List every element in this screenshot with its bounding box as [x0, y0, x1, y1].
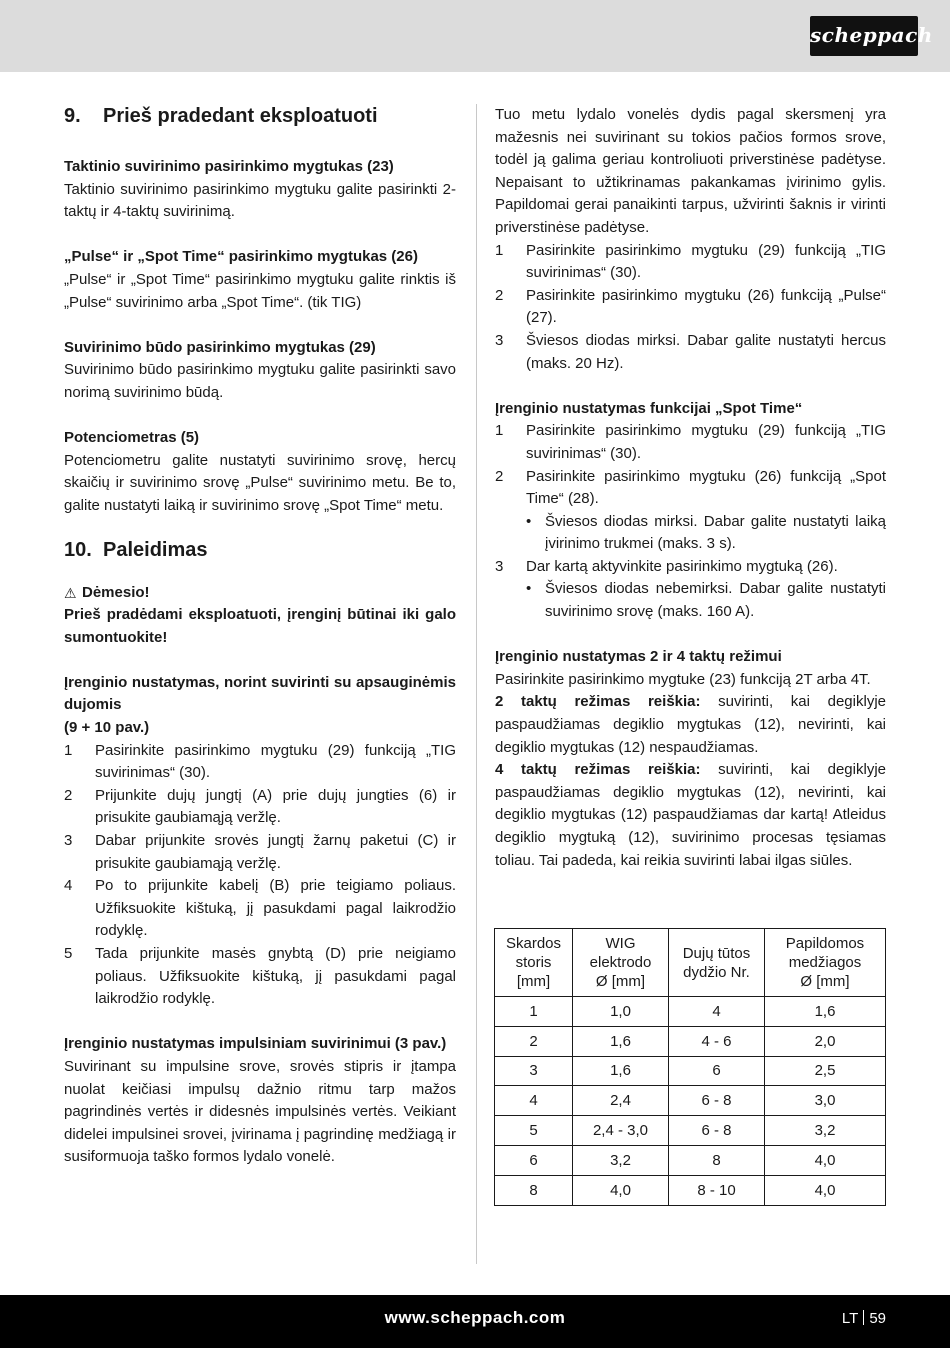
table-header-cell: Dujų tūtos dydžio Nr.: [669, 929, 765, 997]
table-row: 5 2,4 - 3,0 6 - 8 3,2: [495, 1116, 886, 1146]
column-divider: [476, 104, 477, 1264]
table-header-cell: Papildomos medžiagos Ø [mm]: [765, 929, 886, 997]
section-number: 9.: [64, 105, 81, 127]
section-9-heading: [64, 104, 456, 138]
paragraph-subheading: (9 + 10 pav.): [64, 719, 150, 737]
list-item: 2 Prijunkite dujų jungtį (A) prie dujų jungties (6) ir prisukite gaubiamąją veržlę.: [64, 786, 456, 827]
electrode-spec-table: [494, 928, 886, 1206]
list-item: 5 Tada prijunkite masės gnybtą (D) prie neigiamo poliaus. Užfiksuokite kištuką, jį pasukdami pagal laikrodžio rodyklę.: [64, 945, 456, 1008]
paragraph-text: „Pulse“ ir „Spot Time“ pasirinkimo mygtuku galite rinktis iš „Pulse“ suvirinimo arba „Spot Time“. (tik TIG): [64, 270, 456, 311]
paragraph-heading: Įrenginio nustatymas, norint suvirinti su apsauginėmis dujomis: [64, 673, 456, 714]
paragraph-text: Potenciometru galite nustatyti suvirinimo srovę, hercų skaičių ir suvirinimo srovę „Pulse“ suvirinimo metu. Be to, galite nustatyti laiką ir suvirinimo srovę „Spot Time“ metu.: [64, 451, 456, 514]
section-10-heading: [64, 538, 456, 572]
left-column: [64, 104, 456, 1169]
table-row: 2 1,6 4 - 6 2,0: [495, 1026, 886, 1056]
language-code: LT: [841, 1310, 859, 1327]
footer-url-link[interactable]: www.scheppach.com: [384, 1308, 566, 1327]
paragraph-heading: Potenciometras (5): [64, 429, 200, 447]
warning-text: Prieš pradėdami eksploatuoti, įrenginį būtinai iki galo sumontuokite!: [64, 606, 456, 646]
table-header-cell: Skardos storis [mm]: [495, 929, 573, 997]
page-indicator: [842, 1310, 886, 1327]
table-row: 8 4,0 8 - 10 4,0: [495, 1175, 886, 1205]
bullet-item: • Šviesos diodas mirksi. Dabar galite nustatyti laiką įvirinimo trukmei (maks. 3 s).: [526, 512, 886, 553]
brand-logo: [810, 16, 933, 56]
warning-triangle-icon: ⚠: [64, 584, 77, 601]
paragraph-text: Suvirinant su impulsine srove, srovės stipris ir įtampa nuolat keičiasi impulsų dažnio ritmu tarp mažos pagrindinės vertės ir didesnės impulsinės vertės. Veikiant didelei impulsinei srovei, įvirinama į pagrindinę medžiagą ir susiformuoja taško formos lydalo vonelė.: [64, 1057, 456, 1166]
list-item: 1 Pasirinkite pasirinkimo mygtuku (29) funkciją „TIG suvirinimas“ (30).: [64, 741, 456, 782]
page-number: 59: [869, 1310, 886, 1327]
list-item: 4 Po to prijunkite kabelį (B) prie teigiamo poliaus. Užfiksuokite kištuką, jį pasukdami pagal laikrodžio rodyklę.: [64, 877, 456, 940]
separator: [863, 1310, 864, 1325]
paragraph-heading: Įrenginio nustatymas funkcijai „Spot Time“: [495, 399, 803, 417]
list-item: 1 Pasirinkite pasirinkimo mygtuku (29) funkciją „TIG suvirinimas“ (30).: [495, 422, 886, 462]
table-row: 4 2,4 6 - 8 3,0: [495, 1086, 886, 1116]
bullet-item: • Šviesos diodas nebemirksi. Dabar galite nustatyti suvirinimo srovę (maks. 160 A).: [526, 580, 886, 621]
pulse-steps-list: [495, 240, 886, 376]
section-number: 10.: [64, 538, 92, 561]
table-row: 6 3,2 8 4,0: [495, 1145, 886, 1175]
list-item: 3 Dabar prijunkite srovės jungtį žarnų paketui (C) ir prisukite gaubiamąją veržlę.: [64, 832, 456, 872]
paragraph-text: 4 taktų režimas reiškia: suvirinti, kai degiklyje paspaudžiamas degiklio mygtukas (12), nevirinti, kai degiklio mygtukas (12) paspaudžiamas dar kartą! Atleidus degiklio mygtuką (12), suvirinimo procesas tęsiamas toliau. Tai padeda, kai reikia suvirinti labai ilgas siūles.: [495, 761, 886, 869]
section-title: Prieš pradedant eksploatuoti: [103, 105, 378, 127]
paragraph-text: 2 taktų režimas reiškia: suvirinti, kai degiklyje paspaudžiamas degiklio mygtukas (12), nevirinti, kai degiklio mygtukas (12) nespaudžiamas.: [495, 693, 886, 756]
paragraph-text: Pasirinkite pasirinkimo mygtuke (23) funkciją 2T arba 4T.: [495, 670, 871, 688]
table-header-row: [495, 929, 886, 997]
list-item: 3 Dar kartą aktyvinkite pasirinkimo mygtuką (26).: [495, 557, 838, 575]
list-item: 2 Pasirinkite pasirinkimo mygtuku (26) funkciją „Spot Time“ (28).: [495, 467, 886, 508]
paragraph-heading: Suvirinimo būdo pasirinkimo mygtukas (29): [64, 338, 376, 356]
paragraph-heading: Įrenginio nustatymas 2 ir 4 taktų režimui: [495, 648, 782, 666]
header-band: [0, 0, 950, 72]
list-item: 3 Šviesos diodas mirksi. Dabar galite nustatyti hercus (maks. 20 Hz).: [495, 331, 886, 372]
table-header-cell: WIG elektrodo Ø [mm]: [573, 929, 669, 997]
paragraph-text: Suvirinimo būdo pasirinkimo mygtuku galite pasirinkti savo norimą suvirinimo būdą.: [64, 361, 456, 401]
paragraph-text: Tuo metu lydalo vonelės dydis pagal skersmenį yra mažesnis nei suvirinant su tokios pačios formos srove, todėl ją galima geriau kontroliuoti priverstinėse padėtyse. Nepaisant to užtikrinamas pakankamas įvirinimo gylis. Papildomai gerai panaikinti tarpus, užvirinti šaknis ir virinti priverstinėse padėtyse.: [495, 106, 886, 236]
paragraph-heading: „Pulse“ ir „Spot Time“ pasirinkimo mygtukas (26): [64, 248, 418, 266]
paragraph-heading: Taktinio suvirinimo pasirinkimo mygtukas (23): [64, 158, 394, 175]
table-row: 3 1,6 6 2,5: [495, 1056, 886, 1086]
spot-steps-list: [495, 420, 886, 623]
right-column: [495, 104, 886, 872]
gas-steps-list: [64, 740, 456, 1011]
section-title: Paleidimas: [103, 538, 208, 561]
warning-label: ⚠ Dėmesio!: [64, 582, 456, 605]
paragraph-text: Taktinio suvirinimo pasirinkimo mygtuku galite pasirinkti 2-taktų ir 4-taktų suvirinimą.: [64, 180, 456, 221]
paragraph-heading: Įrenginio nustatymas impulsiniam suvirinimui (3 pav.): [64, 1035, 447, 1053]
list-item: 2 Pasirinkite pasirinkimo mygtuku (26) funkciją „Pulse“ (27).: [495, 286, 886, 327]
table-row: 1 1,0 4 1,6: [495, 997, 886, 1027]
brand-logo-text: scheppach: [810, 23, 933, 47]
footer-bar: [0, 1295, 950, 1348]
list-item: 1 Pasirinkite pasirinkimo mygtuku (29) funkciją „TIG suvirinimas“ (30).: [495, 241, 886, 282]
